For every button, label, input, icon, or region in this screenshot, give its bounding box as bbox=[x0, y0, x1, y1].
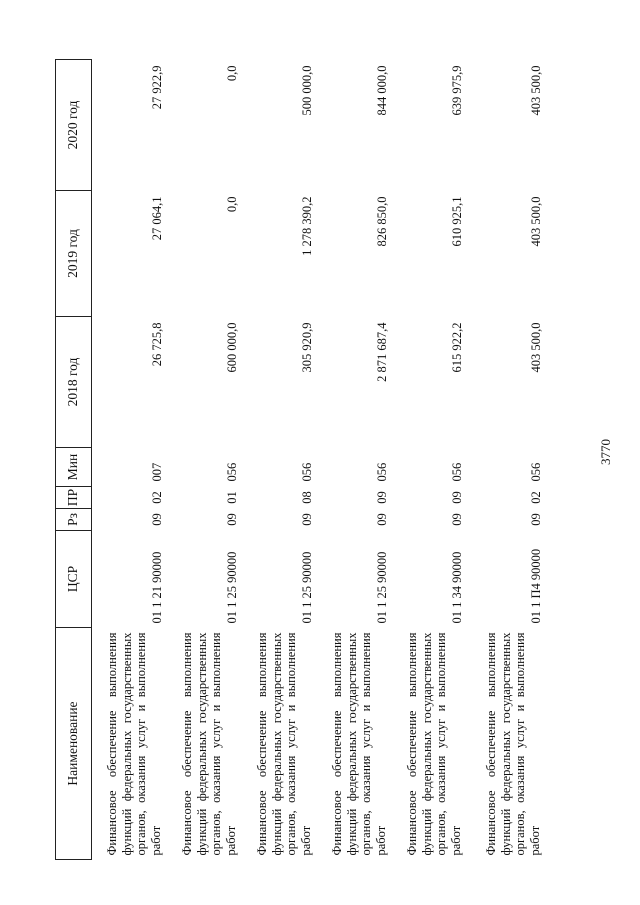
cell-csr: 01 1 21 90000 bbox=[149, 551, 164, 624]
cell-rz: 09 bbox=[224, 513, 239, 526]
cell-csr: 01 1 П4 90000 bbox=[528, 548, 543, 624]
cell-2018: 600 000,0 bbox=[224, 322, 239, 373]
cell-2018: 403 500,0 bbox=[528, 322, 543, 373]
cell-2018: 305 920,9 bbox=[299, 322, 314, 373]
cell-2019: 27 064,1 bbox=[149, 196, 164, 241]
cell-min: 056 bbox=[528, 462, 543, 482]
cell-min: 056 bbox=[299, 462, 314, 482]
cell-pr: 02 bbox=[528, 491, 543, 504]
cell-2020: 403 500,0 bbox=[528, 65, 543, 116]
header-min: Мин bbox=[56, 448, 92, 487]
cell-2019: 826 850,0 bbox=[374, 196, 389, 247]
cell-2020: 27 922,9 bbox=[149, 65, 164, 110]
cell-2020: 500 000,0 bbox=[299, 65, 314, 116]
table-row bbox=[92, 60, 168, 860]
table-row bbox=[392, 60, 467, 860]
cell-2018: 615 922,2 bbox=[449, 322, 464, 373]
cell-rz: 09 bbox=[449, 513, 464, 526]
cell-min: 007 bbox=[149, 462, 164, 482]
budget-table bbox=[55, 59, 546, 860]
page-number: 3770 bbox=[598, 439, 613, 465]
cell-min: 056 bbox=[374, 462, 389, 482]
cell-name: Финансовое обеспечение выполнения функций федеральных государственных органов, оказания услуг и выполнения работ bbox=[405, 632, 463, 856]
rotated-table-container bbox=[55, 60, 585, 860]
cell-pr: 09 bbox=[449, 491, 464, 504]
cell-2019: 1 278 390,2 bbox=[299, 196, 314, 256]
cell-csr: 01 1 25 90000 bbox=[374, 551, 389, 624]
cell-min: 056 bbox=[449, 462, 464, 482]
header-2020: 2020 год bbox=[56, 60, 92, 191]
table-row bbox=[167, 60, 242, 860]
cell-2018: 26 725,8 bbox=[149, 322, 164, 367]
header-name: Наименование bbox=[56, 628, 92, 860]
cell-pr: 08 bbox=[299, 491, 314, 504]
table-row bbox=[242, 60, 317, 860]
header-2018: 2018 год bbox=[56, 317, 92, 448]
cell-pr: 01 bbox=[224, 491, 239, 504]
header-rz: Рз bbox=[56, 509, 92, 531]
cell-min: 056 bbox=[224, 462, 239, 482]
header-pr: ПР bbox=[56, 487, 92, 509]
cell-pr: 09 bbox=[374, 491, 389, 504]
cell-rz: 09 bbox=[528, 513, 543, 526]
table-header-row bbox=[56, 60, 92, 860]
cell-2020: 0,0 bbox=[224, 65, 239, 82]
cell-name: Финансовое обеспечение выполнения функций федеральных государственных органов, оказания услуг и выполнения работ bbox=[330, 632, 388, 856]
cell-rz: 09 bbox=[149, 513, 164, 526]
cell-2019: 610 925,1 bbox=[449, 196, 464, 247]
header-csr: ЦСР bbox=[56, 531, 92, 628]
cell-2019: 403 500,0 bbox=[528, 196, 543, 247]
cell-2019: 0,0 bbox=[224, 196, 239, 213]
cell-pr: 02 bbox=[149, 491, 164, 504]
cell-2018: 2 871 687,4 bbox=[374, 322, 389, 382]
cell-csr: 01 1 25 90000 bbox=[299, 551, 314, 624]
table-row bbox=[317, 60, 392, 860]
cell-rz: 09 bbox=[374, 513, 389, 526]
cell-csr: 01 1 34 90000 bbox=[449, 551, 464, 624]
cell-name: Финансовое обеспечение выполнения функций федеральных государственных органов, оказания услуг и выполнения работ bbox=[255, 632, 313, 856]
cell-name: Финансовое обеспечение выполнения функций федеральных государственных органов, оказания услуг и выполнения работ bbox=[484, 632, 542, 856]
header-2019: 2019 год bbox=[56, 191, 92, 317]
cell-name: Финансовое обеспечение выполнения функций федеральных государственных органов, оказания услуг и выполнения работ bbox=[180, 632, 238, 856]
cell-2020: 844 000,0 bbox=[374, 65, 389, 116]
cell-name: Финансовое обеспечение выполнения функций федеральных государственных органов, оказания услуг и выполнения работ bbox=[105, 632, 163, 856]
cell-rz: 09 bbox=[299, 513, 314, 526]
cell-2020: 639 975,9 bbox=[449, 65, 464, 116]
cell-csr: 01 1 25 90000 bbox=[224, 551, 239, 624]
table-row bbox=[467, 60, 546, 860]
